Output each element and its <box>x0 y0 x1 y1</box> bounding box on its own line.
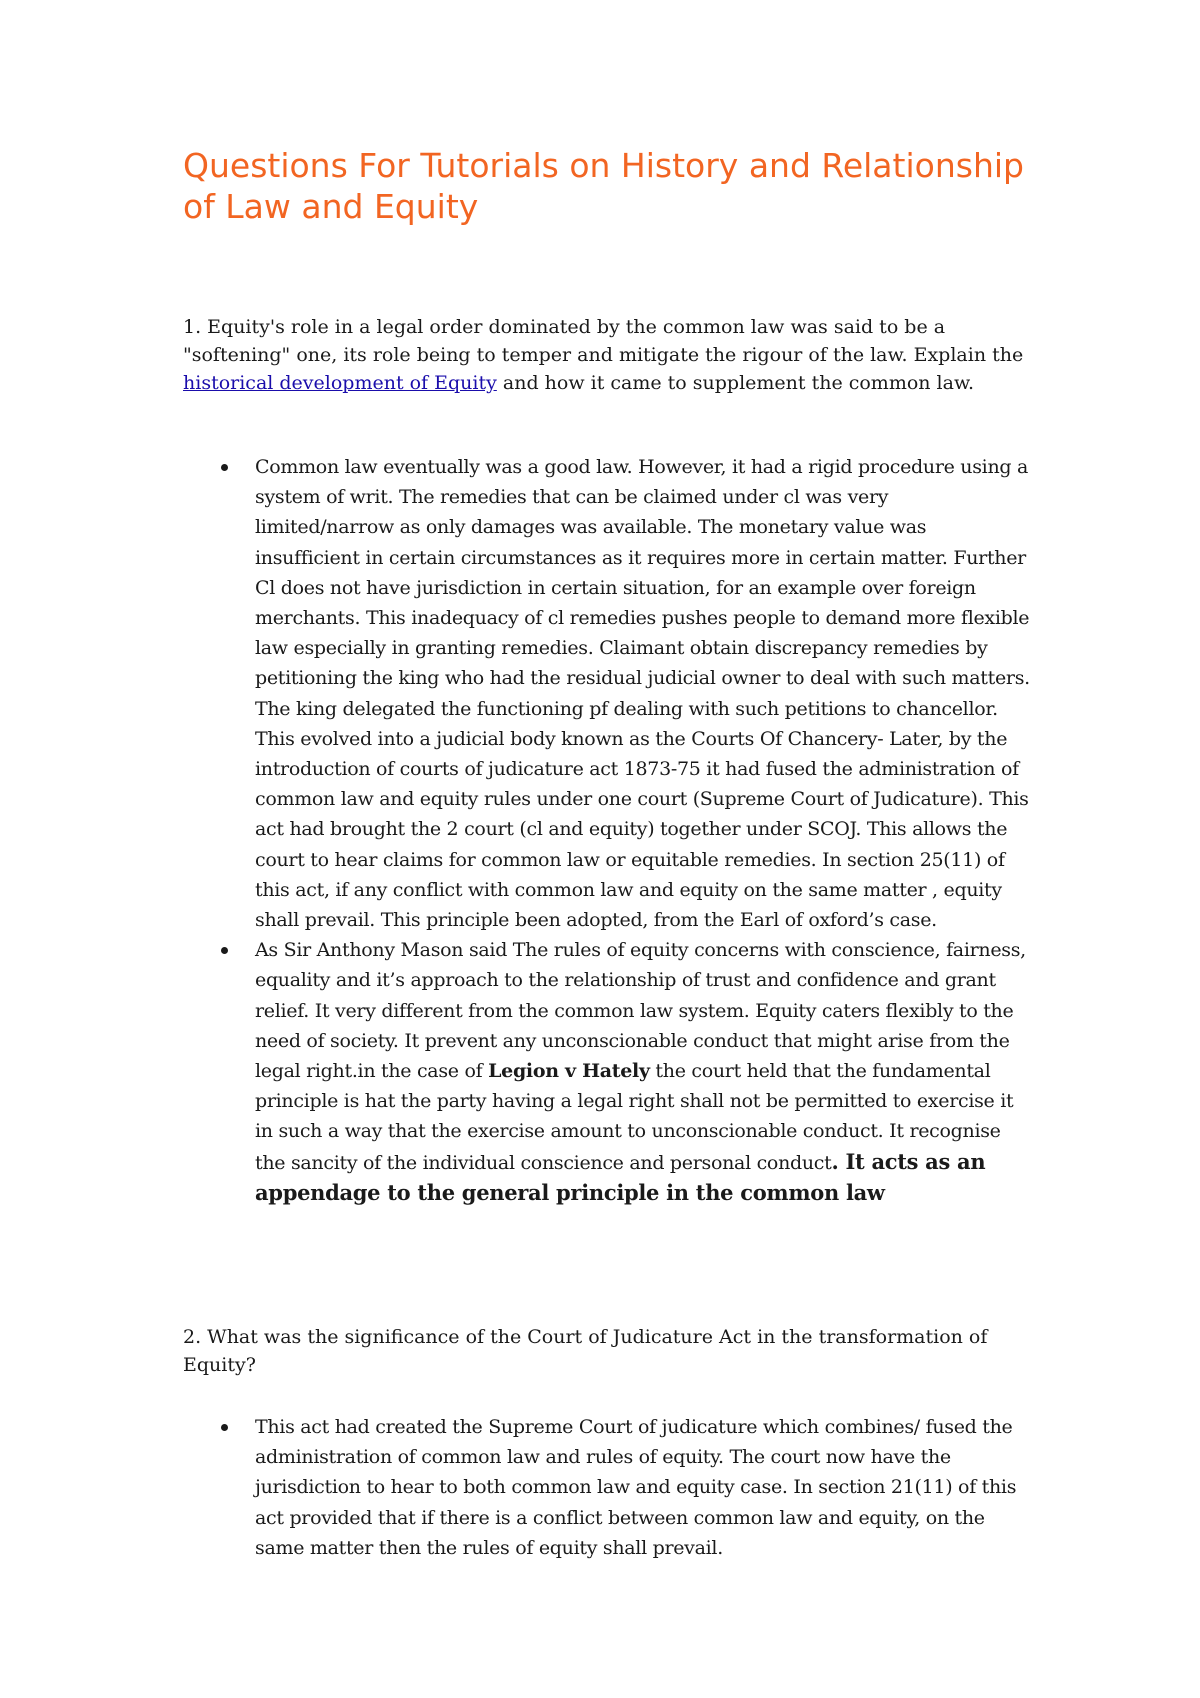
answer-1-1-text: Common law eventually was a good law. However, it had a rigid procedure using a system of writ. The remedies that can be claimed under cl was very limited/narrow as only damages was available. The monetary value was insufficient in certain circumstances as it requires more in certain matter. Further Cl does not have jurisdiction in certain situation, for an example over foreign merchants. This inadequacy of cl remedies pushes people to demand more flexible law especially in granting remedies. Claimant obtain discrepancy remedies by petitioning the king who had the residual judicial owner to deal with such matters. The king delegated the functioning pf dealing with such petitions to chancellor. This evolved into a judicial body known as the Courts Of Chancery- Later, by the introduction of courts of judicature act 1873-75 it had fused the administration of common law and equity rules under one court (Supreme Court of Judicature). This act had brought the 2 court (cl and equity) together under SCOJ. This allows the court to hear claims for common law or equitable remedies. In section 25(11) of this act, if any conflict with common law and equity on the same matter , equity shall prevail. This principle been adopted, from the Earl of oxford’s case. <box>255 456 1030 932</box>
answer-1-2-emphasis: . It acts as an appendage to the general principle in the common law <box>255 1148 986 1205</box>
question-1-answers <box>255 452 1030 1209</box>
answer-2-1-text: This act had created the Supreme Court of judicature which combines/ fused the administration of common law and rules of equity. The court now have the jurisdiction to hear to both common law and equity case. In section 21(11) of this act provided that if there is a conflict between common law and equity, on the same matter then the rules of equity shall prevail. <box>255 1416 1017 1559</box>
question-1-text-start: 1. Equity's role in a legal order dominated by the common law was said to be a "softening" one, its role being to temper and mitigate the rigour of the law. Explain the <box>183 316 1024 366</box>
answer-1-2 <box>255 935 1030 1209</box>
question-1-text-end: and how it came to supplement the common law. <box>496 372 975 394</box>
document-title: Questions For Tutorials on History and Relationship of Law and Equity <box>183 146 1024 226</box>
bullet-dot-icon <box>221 464 228 471</box>
answer-1-2-text-start: As Sir Anthony Mason said The rules of equity concerns with conscience, fairness, equality and it’s approach to the relationship of trust and confidence and grant relief. It very different from the common law system. Equity caters flexibly to the need of society. It prevent any unconscionable conduct that might arise from the legal right.in the case of <box>255 939 1026 1083</box>
question-1 <box>183 313 1038 397</box>
answer-2-1 <box>255 1412 1030 1563</box>
bullet-dot-icon <box>221 1424 228 1431</box>
answer-1-2-text-middle: the court held that the fundamental principle is hat the party having a legal right shall not be permitted to exercise it in such a way that the exercise amount to unconscionable conduct. It recognise the sancity of the individual conscience and personal conduct <box>255 1060 1014 1174</box>
answer-1-1 <box>255 452 1030 935</box>
question-2-answers <box>255 1412 1030 1563</box>
case-name-legion-v-hately: Legion v Hately <box>488 1060 650 1083</box>
historical-development-link[interactable]: historical development of Equity <box>183 372 497 394</box>
bullet-dot-icon <box>221 947 228 954</box>
question-2: 2. What was the significance of the Court of Judicature Act in the transformation of Equity? <box>183 1326 988 1376</box>
